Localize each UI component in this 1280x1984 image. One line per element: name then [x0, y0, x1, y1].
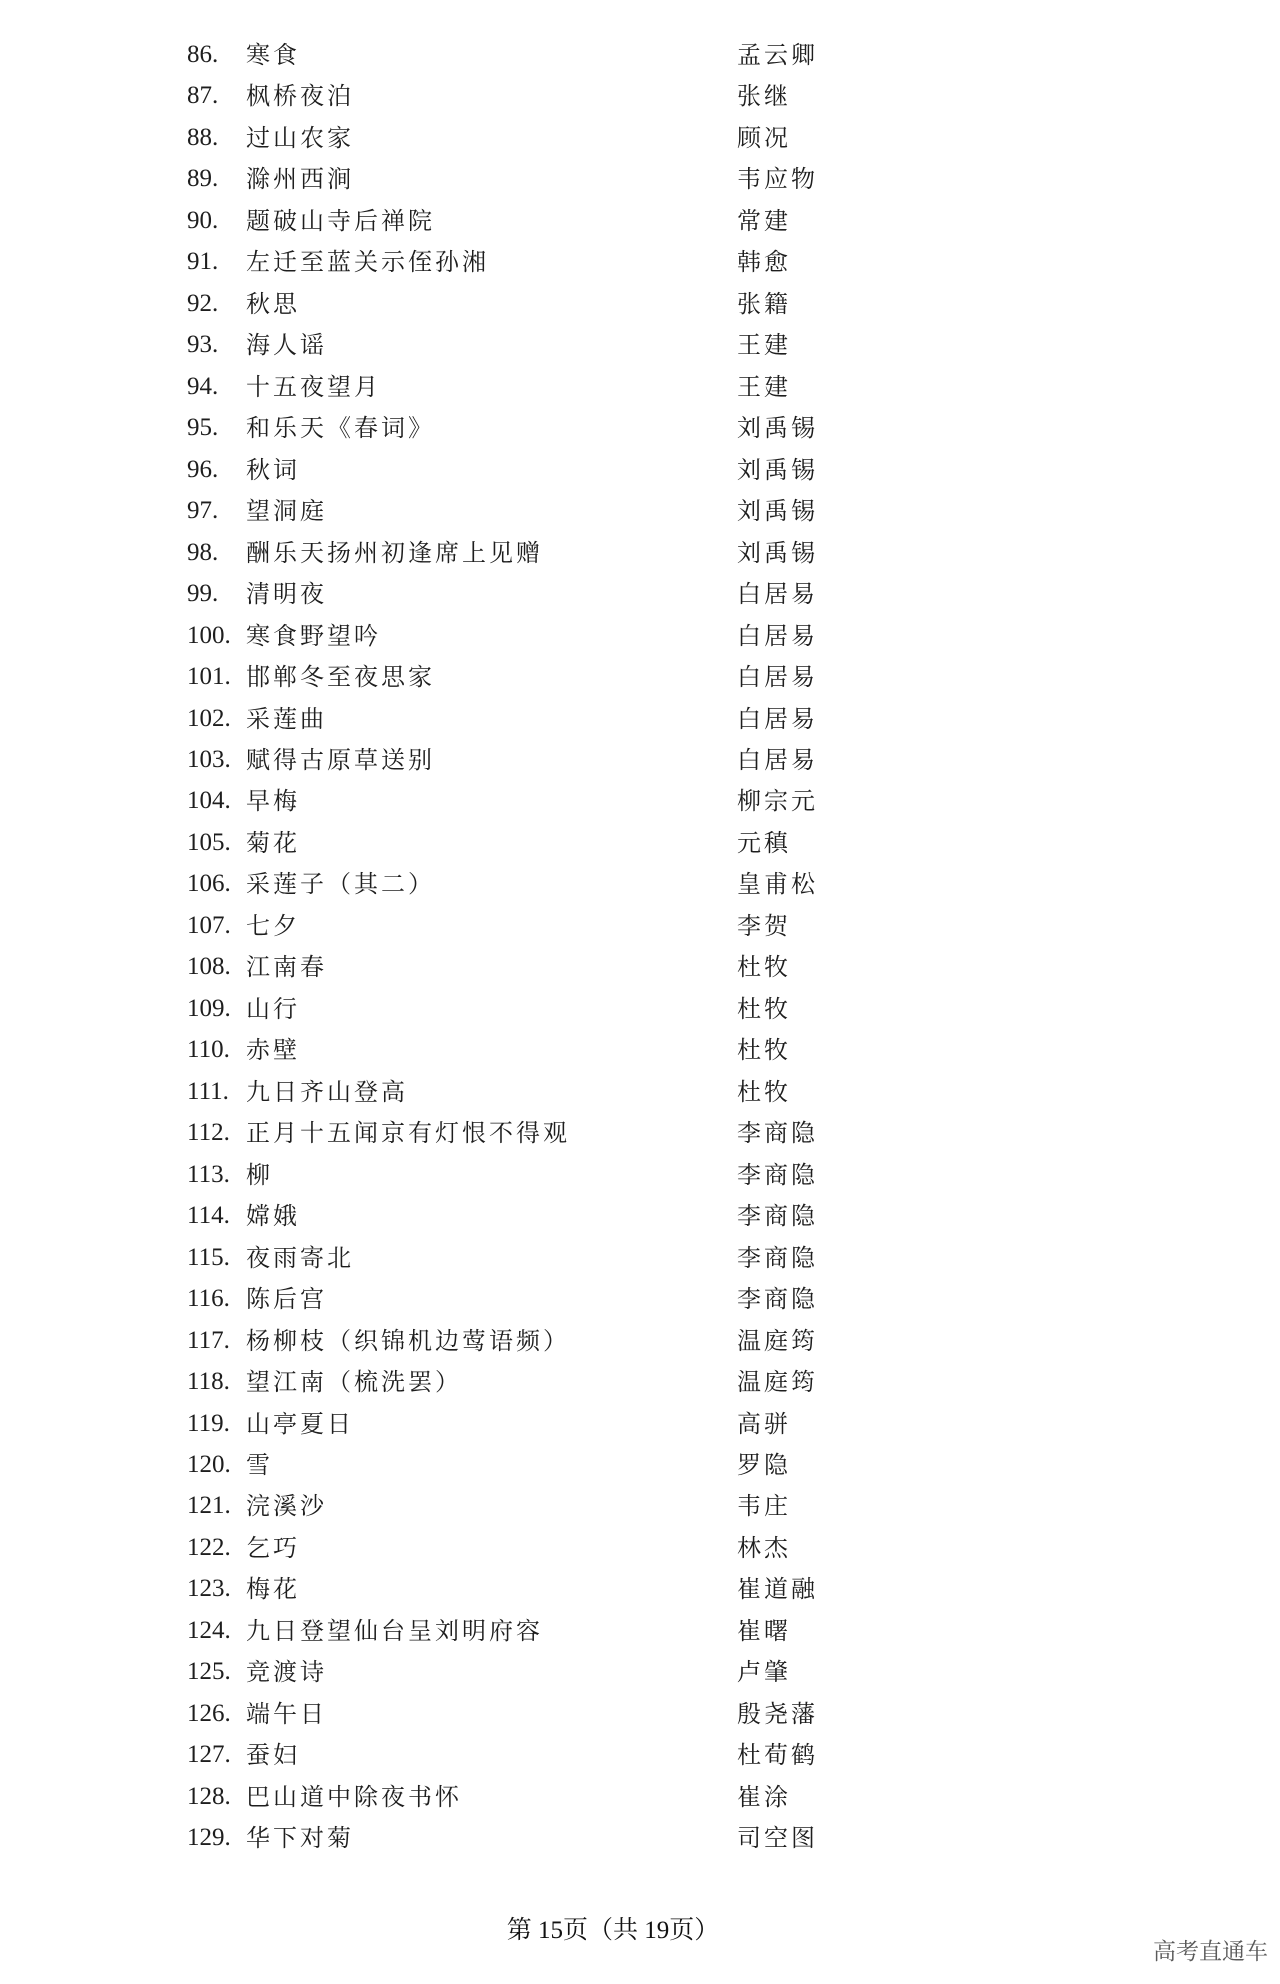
- list-item: [0, 289, 1280, 319]
- poem-title: 秋词: [246, 455, 300, 484]
- list-item: [0, 1782, 1280, 1812]
- entry-number: 86.: [187, 41, 219, 68]
- poem-title: 嫦娥: [246, 1202, 300, 1231]
- poem-author: 孟云卿: [737, 41, 818, 69]
- poem-title: 江南春: [246, 953, 327, 982]
- list-item: [0, 455, 1280, 485]
- entry-number: 105.: [187, 828, 231, 856]
- poem-title: 柳: [246, 1160, 273, 1189]
- poem-author: 李商隐: [737, 1119, 818, 1148]
- poem-title: 枫桥夜泊: [246, 82, 354, 111]
- poem-author: 刘禹锡: [737, 414, 818, 443]
- list-item: [0, 994, 1280, 1024]
- list-item: [0, 1533, 1280, 1563]
- poem-title: 过山农家: [246, 123, 354, 152]
- list-item: [0, 123, 1280, 153]
- entry-number: 97.: [187, 497, 219, 525]
- poem-title: 海人谣: [246, 331, 327, 360]
- entry-number: 113.: [187, 1160, 230, 1188]
- poem-author: 王建: [737, 331, 791, 360]
- list-item: [0, 745, 1280, 775]
- entry-number: 125.: [187, 1658, 231, 1686]
- poem-title: 采莲子（其二）: [246, 870, 435, 899]
- poem-author: 崔涂: [737, 1782, 791, 1811]
- poem-title: 雪: [246, 1450, 273, 1479]
- list-item: [0, 1201, 1280, 1231]
- entry-number: 117.: [187, 1326, 230, 1354]
- list-item: [0, 662, 1280, 692]
- entry-number: 115.: [187, 1243, 230, 1271]
- poem-title: 采莲曲: [246, 704, 327, 733]
- poem-author: 韦应物: [737, 165, 818, 194]
- page-number-footer: 第 15页（共 19页）: [506, 1917, 720, 1944]
- list-item: [0, 164, 1280, 194]
- poem-author: 白居易: [737, 663, 818, 692]
- poem-title: 邯郸冬至夜思家: [246, 663, 435, 692]
- poem-title: 望洞庭: [246, 497, 327, 526]
- poem-author: 杜牧: [737, 953, 791, 982]
- poem-title: 乞巧: [246, 1533, 300, 1562]
- entry-number: 103.: [187, 745, 231, 773]
- entry-number: 122.: [187, 1533, 231, 1561]
- poem-author: 林杰: [737, 1533, 791, 1562]
- entry-number: 98.: [187, 538, 219, 566]
- list-item: [0, 372, 1280, 402]
- poem-author: 殷尧藩: [737, 1699, 818, 1728]
- poem-author: 杜牧: [737, 1036, 791, 1065]
- list-item: [0, 1035, 1280, 1065]
- poem-title: 秋思: [246, 289, 300, 318]
- poem-author: 张继: [737, 82, 791, 111]
- watermark: 高考直通车: [1153, 1939, 1268, 1965]
- poem-title: 寒食野望吟: [246, 621, 381, 650]
- entry-number: 94.: [187, 372, 219, 400]
- poem-title: 杨柳枝（织锦机边莺语频）: [246, 1326, 570, 1355]
- poem-title: 陈后宫: [246, 1285, 327, 1314]
- poem-title: 七夕: [246, 911, 300, 940]
- entry-number: 100.: [187, 621, 231, 649]
- poem-author: 李贺: [737, 911, 791, 940]
- poem-author: 常建: [737, 206, 791, 235]
- poem-title: 九日登望仙台呈刘明府容: [246, 1616, 543, 1645]
- entry-number: 112.: [187, 1119, 230, 1147]
- list-item: [0, 1699, 1280, 1729]
- poem-author: 杜荀鹤: [737, 1741, 818, 1770]
- poem-author: 白居易: [737, 621, 818, 650]
- poem-author: 杜牧: [737, 994, 791, 1023]
- list-item: [0, 247, 1280, 277]
- list-item: [0, 621, 1280, 651]
- poem-title: 左迁至蓝关示侄孙湘: [246, 248, 489, 277]
- entry-number: 128.: [187, 1782, 231, 1810]
- poem-title: 清明夜: [246, 580, 327, 609]
- list-item: [0, 496, 1280, 526]
- entry-number: 110.: [187, 1036, 230, 1064]
- poem-title: 山亭夏日: [246, 1409, 354, 1438]
- poem-author: 白居易: [737, 704, 818, 733]
- entry-number: 91.: [187, 248, 219, 276]
- poem-author: 白居易: [737, 580, 818, 609]
- poem-title: 巴山道中除夜书怀: [246, 1782, 462, 1811]
- poem-author: 李商隐: [737, 1243, 818, 1272]
- entry-number: 96.: [187, 455, 219, 483]
- entry-number: 127.: [187, 1741, 231, 1769]
- poem-title: 九日齐山登高: [246, 1077, 408, 1106]
- poem-title: 早梅: [246, 787, 300, 816]
- list-item: [0, 1491, 1280, 1521]
- list-item: [0, 1118, 1280, 1148]
- entry-number: 87.: [187, 82, 219, 110]
- list-item: [0, 81, 1280, 111]
- poem-author: 司空图: [737, 1824, 818, 1853]
- list-item: [0, 1409, 1280, 1439]
- list-item: [0, 911, 1280, 941]
- poem-author: 刘禹锡: [737, 455, 818, 484]
- list-item: [0, 1284, 1280, 1314]
- entry-number: 124.: [187, 1616, 231, 1644]
- entry-number: 92.: [187, 289, 219, 317]
- poem-author: 韩愈: [737, 248, 791, 277]
- entry-number: 114.: [187, 1202, 230, 1230]
- list-item: [0, 1077, 1280, 1107]
- poem-author: 李商隐: [737, 1202, 818, 1231]
- poem-author: 高骈: [737, 1409, 791, 1438]
- poem-title: 竞渡诗: [246, 1658, 327, 1687]
- list-item: [0, 828, 1280, 858]
- poem-author: 刘禹锡: [737, 497, 818, 526]
- list-item: [0, 952, 1280, 982]
- entry-number: 120.: [187, 1450, 231, 1478]
- poem-author: 崔道融: [737, 1575, 818, 1604]
- poem-author: 李商隐: [737, 1160, 818, 1189]
- entry-number: 123.: [187, 1575, 231, 1603]
- poem-title: 正月十五闻京有灯恨不得观: [246, 1119, 570, 1148]
- poem-title: 酬乐天扬州初逢席上见赠: [246, 538, 543, 567]
- poem-title: 寒食: [246, 41, 300, 69]
- poem-title: 浣溪沙: [246, 1492, 327, 1521]
- poem-title: 华下对菊: [246, 1824, 354, 1853]
- list-item: [0, 1160, 1280, 1190]
- entry-number: 111.: [187, 1077, 229, 1105]
- list-item: [0, 786, 1280, 816]
- poem-author: 罗隐: [737, 1450, 791, 1479]
- poem-title: 望江南（梳洗罢）: [246, 1368, 462, 1397]
- entry-number: 89.: [187, 165, 219, 193]
- entry-number: 119.: [187, 1409, 230, 1437]
- list-item: [0, 206, 1280, 236]
- poem-title: 题破山寺后禅院: [246, 206, 435, 235]
- poem-title: 菊花: [246, 828, 300, 857]
- entry-number: 102.: [187, 704, 231, 732]
- list-item: [0, 869, 1280, 899]
- poem-author: 崔曙: [737, 1616, 791, 1645]
- poem-author: 李商隐: [737, 1285, 818, 1314]
- poem-title: 梅花: [246, 1575, 300, 1604]
- list-item: [0, 1326, 1280, 1356]
- poem-author: 柳宗元: [737, 787, 818, 816]
- poem-title: 端午日: [246, 1699, 327, 1728]
- entry-number: 116.: [187, 1285, 230, 1313]
- poem-author: 元稹: [737, 828, 791, 857]
- poem-title: 和乐天《春词》: [246, 414, 435, 443]
- list-item: [0, 330, 1280, 360]
- list-item: [0, 1657, 1280, 1687]
- poem-author: 顾况: [737, 123, 791, 152]
- poem-author: 皇甫松: [737, 870, 818, 899]
- poem-title: 赤壁: [246, 1036, 300, 1065]
- entry-number: 101.: [187, 663, 231, 691]
- list-item: [0, 1740, 1280, 1770]
- entry-number: 104.: [187, 787, 231, 815]
- poem-author: 温庭筠: [737, 1368, 818, 1397]
- poem-author: 张籍: [737, 289, 791, 318]
- list-item: [0, 413, 1280, 443]
- poem-author: 刘禹锡: [737, 538, 818, 567]
- poem-author: 卢肇: [737, 1658, 791, 1687]
- entry-number: 95.: [187, 414, 219, 442]
- entry-number: 88.: [187, 123, 219, 151]
- list-item: [0, 538, 1280, 568]
- poem-author: 王建: [737, 372, 791, 401]
- list-item: [0, 1574, 1280, 1604]
- entry-number: 129.: [187, 1824, 231, 1852]
- entry-number: 93.: [187, 331, 219, 359]
- entry-number: 99.: [187, 580, 219, 608]
- list-item: [0, 704, 1280, 734]
- entry-number: 118.: [187, 1368, 230, 1396]
- list-item: [0, 1616, 1280, 1646]
- list-item: [0, 1243, 1280, 1273]
- poem-author: 杜牧: [737, 1077, 791, 1106]
- poem-author: 韦庄: [737, 1492, 791, 1521]
- poem-title: 蚕妇: [246, 1741, 300, 1770]
- poem-author: 温庭筠: [737, 1326, 818, 1355]
- entry-number: 107.: [187, 911, 231, 939]
- poem-title: 夜雨寄北: [246, 1243, 354, 1272]
- entry-number: 106.: [187, 870, 231, 898]
- list-item: [0, 40, 1280, 70]
- entry-number: 90.: [187, 206, 219, 234]
- entry-number: 109.: [187, 994, 231, 1022]
- poem-author: 白居易: [737, 745, 818, 774]
- entry-number: 121.: [187, 1492, 231, 1520]
- list-item: [0, 1367, 1280, 1397]
- list-item: [0, 1823, 1280, 1853]
- poem-title: 滁州西涧: [246, 165, 354, 194]
- entry-number: 108.: [187, 953, 231, 981]
- list-item: [0, 1450, 1280, 1480]
- list-item: [0, 579, 1280, 609]
- poem-title: 十五夜望月: [246, 372, 381, 401]
- poem-title: 山行: [246, 994, 300, 1023]
- poem-title: 赋得古原草送别: [246, 745, 435, 774]
- entry-number: 126.: [187, 1699, 231, 1727]
